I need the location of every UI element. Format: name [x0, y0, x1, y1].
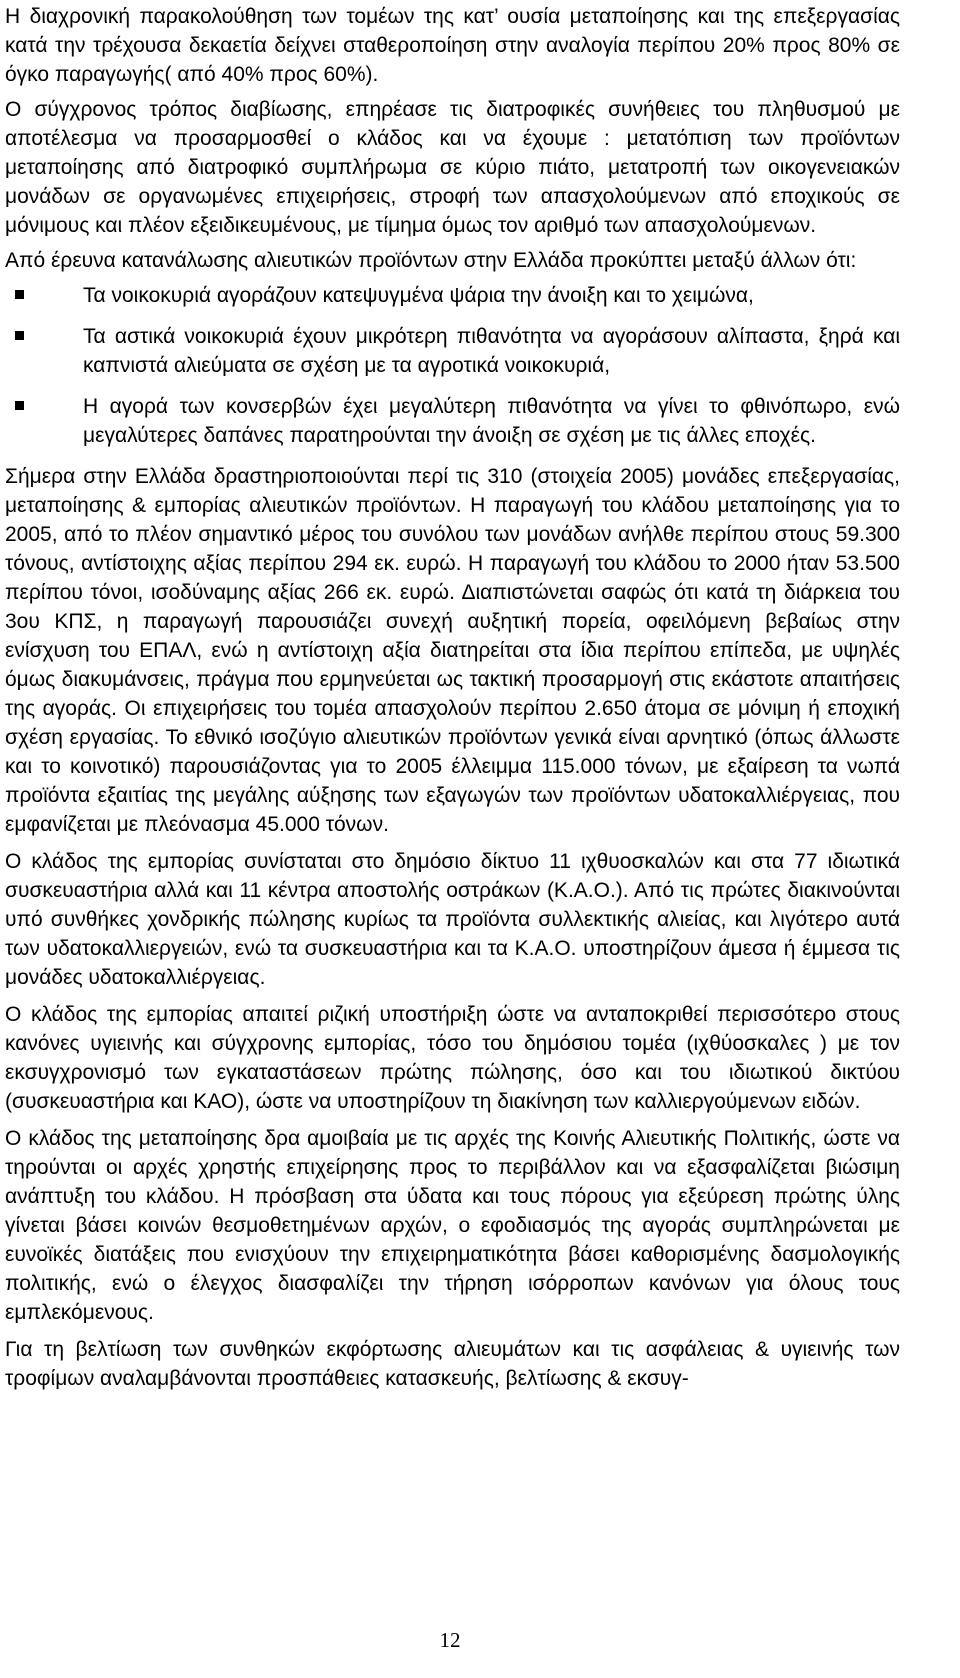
paragraph: Ο κλάδος της εμπορίας απαιτεί ριζική υποστήριξη ώστε να ανταποκριθεί περισσότερο στους κανόνες υγιεινής και σύγχρονης εμπορίας, τόσο του δημόσιου τομέα (ιχθύοσκαλες ) με τον εκσυγχρονισμό των εγκαταστάσεων πρώτης πώλησης, όσο και του ιδιωτικού δικτύου (συσκευαστήρια και ΚΑΟ), ώστε να υποστηρίζουν τη διακίνηση των καλλιεργούμενων ειδών.: [5, 1003, 900, 1113]
square-bullet-icon: [15, 290, 24, 299]
paragraph: Ο κλάδος της εμπορίας συνίσταται στο δημόσιο δίκτυο 11 ιχθυοσκαλών και στα 77 ιδιωτικά συσκευαστήρια αλλά και 11 κέντρα αποστολής οστράκων (Κ.Α.Ο.). Από τις πρώτες διακινούνται υπό συνθήκες χονδρικής πώλησης κυρίως τα προϊόντα συλλεκτικής αλιείας, και λιγότερο αυτά των υδατοκαλλιεργειών, ενώ τα συσκευαστήρια και τα Κ.Α.Ο. υποστηρίζουν άμεσα ή έμμεσα τις μονάδες υδατοκαλλιέργειας.: [5, 850, 900, 989]
list-item: [5, 281, 900, 310]
document-page: [5, 2, 900, 1401]
bullet-list: [5, 281, 900, 450]
page-number: 12: [439, 1628, 461, 1652]
paragraph: Ο κλάδος της μεταποίησης δρα αμοιβαία με τις αρχές της Κοινής Αλιευτικής Πολιτικής, ώστε να τηρούνται οι αρχές χρηστής επιχείρησης προς το περιβάλλον και να εξασφαλίζεται βιώσιμη ανάπτυξη του κλάδου. Η πρόσβαση στα ύδατα και τους πόρους για εξεύρεση πρώτης ύλης γίνεται βάσει κοινών θεσμοθετημένων αρχών, ο εφοδιασμός της αγοράς συμπληρώνεται με ευνοϊκές διατάξεις που ενισχύουν την επιχειρηματικότητα βάσει καθορισμένης δασμολογικής πολιτικής, ενώ ο έλεγχος διασφαλίζει την τήρηση ισόρροπων κανόνων για όλους τους εμπλεκόμενους.: [5, 1127, 900, 1324]
paragraph: Ο σύγχρονος τρόπος διαβίωσης, επηρέασε τις διατροφικές συνήθειες του πληθυσμού με αποτέλεσμα να προσαρμοσθεί ο κλάδος και να έχουμε : μετατόπιση των προϊόντων μεταποίησης από διατροφικό συμπλήρωμα σε κύριο πιάτο, μετατροπή των οικογενειακών μονάδων σε οργανωμένες επιχειρήσεις, στροφή των απασχολούμενων από εποχικούς σε μόνιμους και πλέον εξειδικευμένους, με τίμημα όμως τον αριθμό των απασχολούμενων.: [5, 98, 900, 237]
square-bullet-icon: [15, 401, 24, 410]
square-bullet-icon: [15, 331, 24, 340]
list-item: [5, 322, 900, 380]
paragraph: Η διαχρονική παρακολούθηση των τομέων της κατ’ ουσία μεταποίησης και της επεξεργασίας κατά την τρέχουσα δεκαετία δείχνει σταθεροποίηση στην αναλογία περίπου 20% προς 80% σε όγκο παραγωγής( από 40% προς 60%).: [5, 5, 900, 86]
list-item-text: Η αγορά των κονσερβών έχει μεγαλύτερη πιθανότητα να γίνει το φθινόπωρο, ενώ μεγαλύτερες δαπάνες παρατηρούνται την άνοιξη σε σχέση με τις άλλες εποχές.: [83, 395, 900, 447]
list-item-text: Τα νοικοκυριά αγοράζουν κατεψυγμένα ψάρια την άνοιξη και το χειμώνα,: [83, 284, 754, 307]
paragraph: Σήμερα στην Ελλάδα δραστηριοποιούνται περί τις 310 (στοιχεία 2005) μονάδες επεξεργασίας, μεταποίησης & εμπορίας αλιευτικών προϊόντων. Η παραγωγή του κλάδου μεταποίησης για το 2005, από το πλέον σημαντικό μέρος του συνόλου των μονάδων ανήλθε περίπου στους 59.300 τόνους, αντίστοιχης αξίας περίπου 294 εκ. ευρώ. Η παραγωγή του κλάδου το 2000 ήταν 53.500 περίπου τόνοι, ισοδύναμης αξίας 266 εκ. ευρώ. Διαπιστώνεται σαφώς ότι κατά τη διάρκεια του 3ου ΚΠΣ, η παραγωγή παρουσιάζει συνεχή αυξητική πορεία, οφειλόμενη βεβαίως στην ενίσχυση του ΕΠΑΛ, ενώ η αντίστοιχη αξία διατηρείται στα ίδια περίπου επίπεδα, με υψηλές όμως διακυμάνσεις, πράγμα που ερμηνεύεται ως τακτική προσαρμογή στις εκάστοτε απαιτήσεις της αγοράς. Οι επιχειρήσεις του τομέα απασχολούν περίπου 2.650 άτομα σε μόνιμη ή εποχική σχέση εργασίας. Το εθνικό ισοζύγιο αλιευτικών προϊόντων γενικά είναι αρνητικό (όπως άλλωστε και το κοινοτικό) παρουσιάζοντας για το 2005 έλλειμμα 115.000 τόνων, με εξαίρεση τα νωπά προϊόντα εξαιτίας της μεγάλης αύξησης των εξαγωγών των προϊόντων υδατοκαλλιέργειας, που εμφανίζεται με πλεόνασμα 45.000 τόνων.: [5, 465, 900, 836]
paragraph: Για τη βελτίωση των συνθηκών εκφόρτωσης αλιευμάτων και τις ασφάλειας & υγιεινής των τροφίμων αναλαμβάνονται προσπάθειες κατασκευής, βελτίωσης & εκσυγ-: [5, 1338, 900, 1390]
list-item: [5, 392, 900, 450]
list-item-text: Τα αστικά νοικοκυριά έχουν μικρότερη πιθανότητα να αγοράσουν αλίπαστα, ξηρά και καπνιστά αλιεύματα σε σχέση με τα αγροτικά νοικοκυριά,: [83, 325, 900, 377]
paragraph: Από έρευνα κατανάλωσης αλιευτικών προϊόντων στην Ελλάδα προκύπτει μεταξύ άλλων ότι:: [5, 249, 857, 272]
